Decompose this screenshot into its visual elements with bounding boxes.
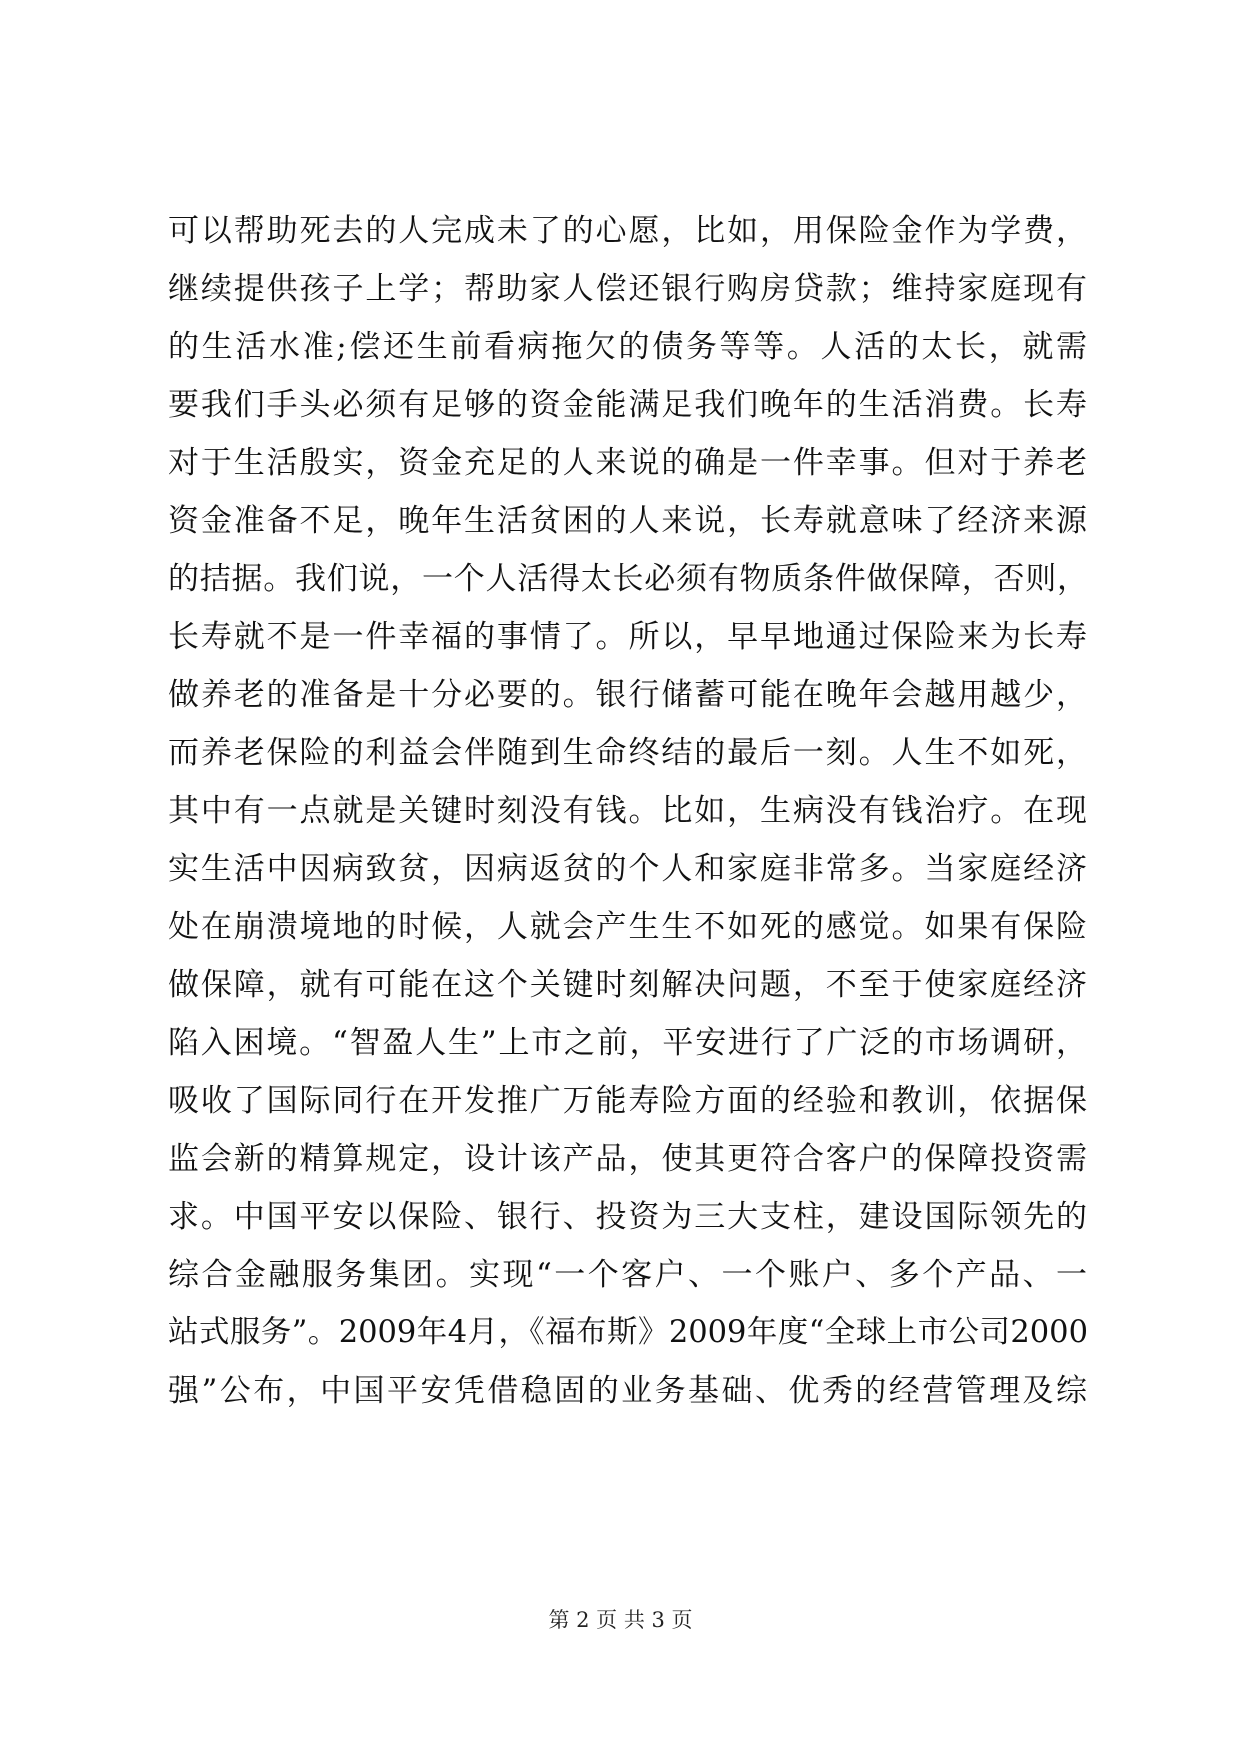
text-line: 可以帮助死去的人完成未了的心愿，比如，用保险金作为学费， bbox=[168, 213, 1088, 249]
text-line: 长寿就不是一件幸福的事情了。所以，早早地通过保险来为长寿 bbox=[168, 619, 1088, 655]
text-line: 要我们手头必须有足够的资金能满足我们晚年的生活消费。长寿 bbox=[168, 387, 1088, 423]
text-line: 吸收了国际同行在开发推广万能寿险方面的经验和教训，依据保 bbox=[168, 1083, 1088, 1119]
text-line: 强”公布，中国平安凭借稳固的业务基础、优秀的经营管理及综 bbox=[168, 1373, 1088, 1409]
page-number-footer: 第 2 页 共 3 页 bbox=[548, 1608, 693, 1632]
text-line: 处在崩溃境地的时候，人就会产生生不如死的感觉。如果有保险 bbox=[168, 909, 1088, 945]
text-line: 而养老保险的利益会伴随到生命终结的最后一刻。人生不如死， bbox=[168, 735, 1088, 771]
text-line: 求。中国平安以保险、银行、投资为三大支柱，建设国际领先的 bbox=[168, 1199, 1088, 1235]
text-line: 监会新的精算规定，设计该产品，使其更符合客户的保障投资需 bbox=[168, 1141, 1088, 1177]
text-line: 站式服务”。2009年4月，《福布斯》2009年度“全球上市公司2000 bbox=[168, 1315, 1088, 1350]
body-text bbox=[168, 202, 1088, 1420]
text-line: 陷入困境。“智盈人生”上市之前，平安进行了广泛的市场调研， bbox=[168, 1025, 1088, 1061]
text-line: 对于生活殷实，资金充足的人来说的确是一件幸事。但对于养老 bbox=[168, 445, 1088, 481]
text-line: 做保障，就有可能在这个关键时刻解决问题，不至于使家庭经济 bbox=[168, 967, 1088, 1003]
text-line: 继续提供孩子上学；帮助家人偿还银行购房贷款；维持家庭现有 bbox=[168, 271, 1088, 307]
text-line: 综合金融服务集团。实现“一个客户、一个账户、多个产品、一 bbox=[168, 1257, 1088, 1293]
text-line: 实生活中因病致贫，因病返贫的个人和家庭非常多。当家庭经济 bbox=[168, 851, 1088, 887]
text-line: 的生活水准;偿还生前看病拖欠的债务等等。人活的太长，就需 bbox=[168, 329, 1088, 365]
text-line: 的拮据。我们说，一个人活得太长必须有物质条件做保障，否则， bbox=[168, 561, 1088, 597]
text-line: 做养老的准备是十分必要的。银行储蓄可能在晚年会越用越少， bbox=[168, 677, 1088, 713]
text-line: 其中有一点就是关键时刻没有钱。比如，生病没有钱治疗。在现 bbox=[168, 793, 1088, 829]
text-line: 资金准备不足，晚年生活贫困的人来说，长寿就意味了经济来源 bbox=[168, 503, 1088, 539]
